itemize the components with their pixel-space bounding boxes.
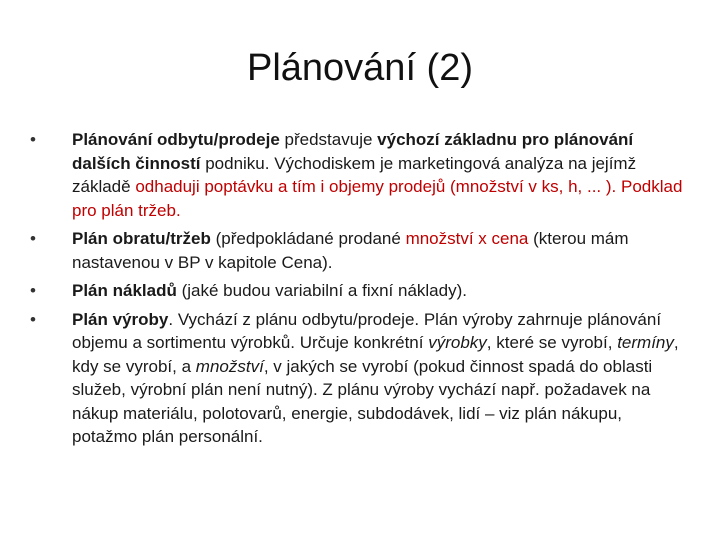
bullet-icon: • xyxy=(30,309,36,329)
bullet-text-segment: množství x cena xyxy=(405,229,529,248)
bullet-text-segment: představuje xyxy=(279,130,378,149)
bullet-item xyxy=(28,227,690,274)
slide-title: Plánování (2) xyxy=(246,47,473,89)
bullet-text-segment: (kterou mám nastavenou v BP v kapitole Cena). xyxy=(72,229,629,272)
bullet-item xyxy=(28,308,690,449)
bullet-text-segment: (předpokládané prodané xyxy=(210,229,406,248)
bullet-item xyxy=(28,279,690,303)
bullet-text-segment: termíny xyxy=(617,333,674,352)
bullet-text-segment: , kdy se vyrobí, a xyxy=(72,333,679,376)
bullet-item xyxy=(28,128,690,222)
bullet-text-segment: výrobky xyxy=(428,333,487,352)
bullet-text-segment: Plán obratu/tržeb xyxy=(72,229,211,248)
bullet-list xyxy=(28,128,690,454)
bullet-text-segment: výchozí základnu pro plánování dalších činností xyxy=(72,130,634,173)
bullet-text-segment: Plán výroby xyxy=(72,309,169,329)
bullet-text-segment: odhaduji poptávku a tím i objemy prodejů (množství v ks, h, ... ). Podklad pro plán tržeb. xyxy=(72,177,683,220)
bullet-text-segment: Plán nákladů xyxy=(72,281,177,300)
bullet-icon: • xyxy=(30,130,36,149)
bullet-icon: • xyxy=(30,229,36,248)
bullet-text-segment: , které se vyrobí, xyxy=(486,333,618,352)
bullet-text-segment: Plánování odbytu/prodeje xyxy=(72,130,280,149)
bullet-text-segment: , v jakých se vyrobí (pokud činnost spadá do oblasti služeb, výrobní plán není nutný). Z plánu výroby vychází např. požadavek na nákup materiálu, polotovarů, energie, subdodávek, lidí – viz plán nákupu, potažmo plán personální. xyxy=(72,356,653,446)
bullet-icon: • xyxy=(30,281,36,300)
bullet-text-segment: množství xyxy=(195,356,264,376)
bullet-text-segment: (jaké budou variabilní a fixní náklady). xyxy=(176,281,467,300)
bullet-text-segment: podniku. Východiskem je marketingová analýza na jejímž základě xyxy=(72,153,637,196)
bullet-text-segment: . Vychází z plánu odbytu/prodeje. Plán výroby zahrnuje plánování objemu a sortimentu výrobků. Určuje konkrétní xyxy=(72,309,662,352)
